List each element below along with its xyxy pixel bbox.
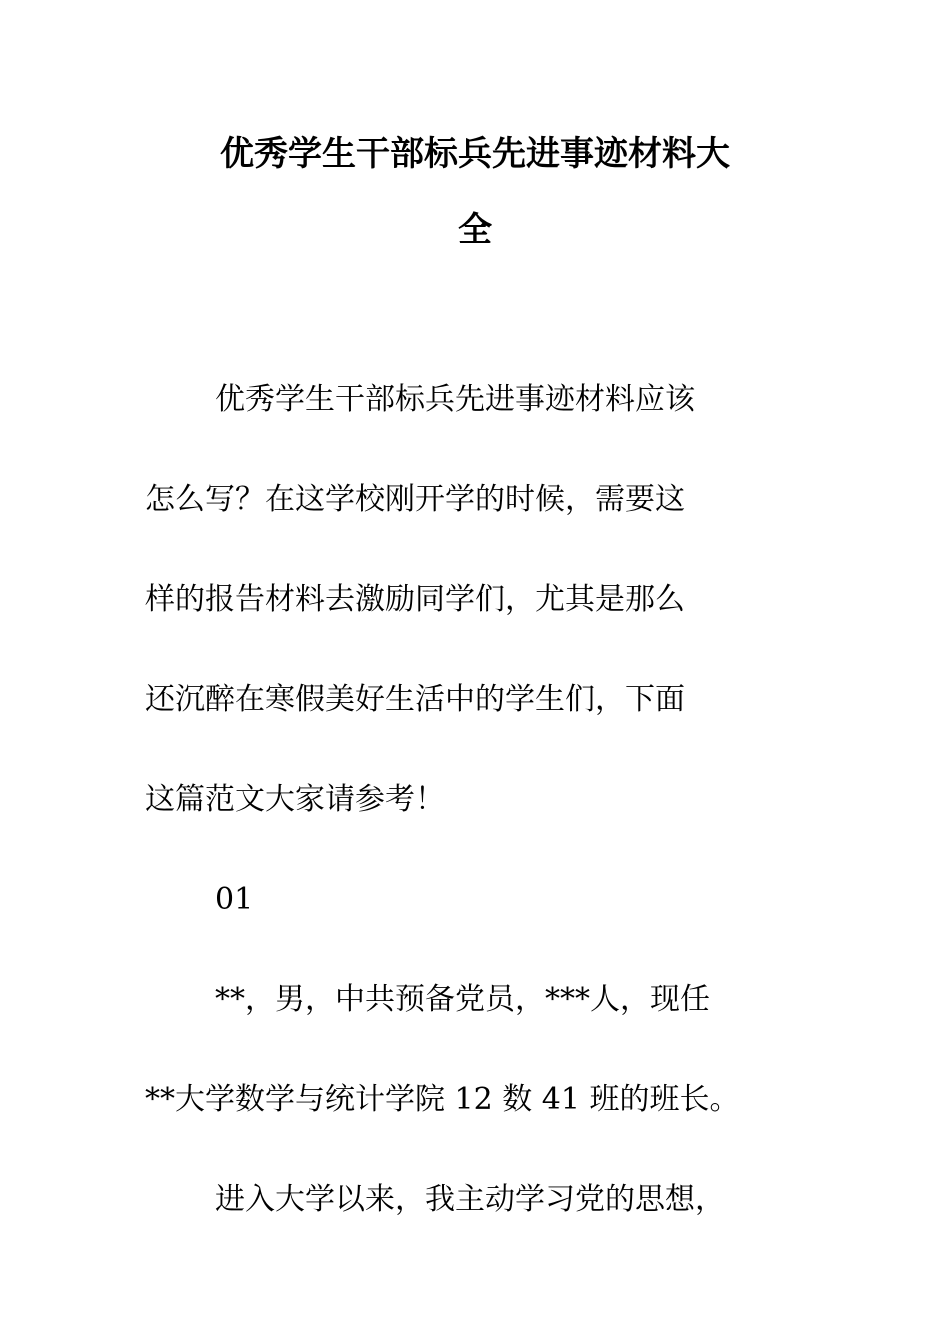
document-title-line-1: 优秀学生干部标兵先进事迹材料大 <box>220 134 730 174</box>
body-line-5: 这篇范文大家请参考！ <box>145 782 445 817</box>
body-line-2: 怎么写？在这学校刚开学的时候，需要这 <box>145 482 685 517</box>
body-line-1: 优秀学生干部标兵先进事迹材料应该 <box>215 382 695 417</box>
section-number: 01 <box>215 882 254 917</box>
body-line-8: **大学数学与统计学院 12 数 41 班的班长。 <box>145 1082 740 1117</box>
body-line-3: 样的报告材料去激励同学们，尤其是那么 <box>145 582 685 617</box>
body-line-9: 进入大学以来，我主动学习党的思想， <box>215 1182 725 1217</box>
body-line-7: **，男，中共预备党员，***人，现任 <box>215 982 710 1017</box>
document-title-line-2: 全 <box>458 210 492 250</box>
body-line-4: 还沉醉在寒假美好生活中的学生们，下面 <box>145 682 685 717</box>
